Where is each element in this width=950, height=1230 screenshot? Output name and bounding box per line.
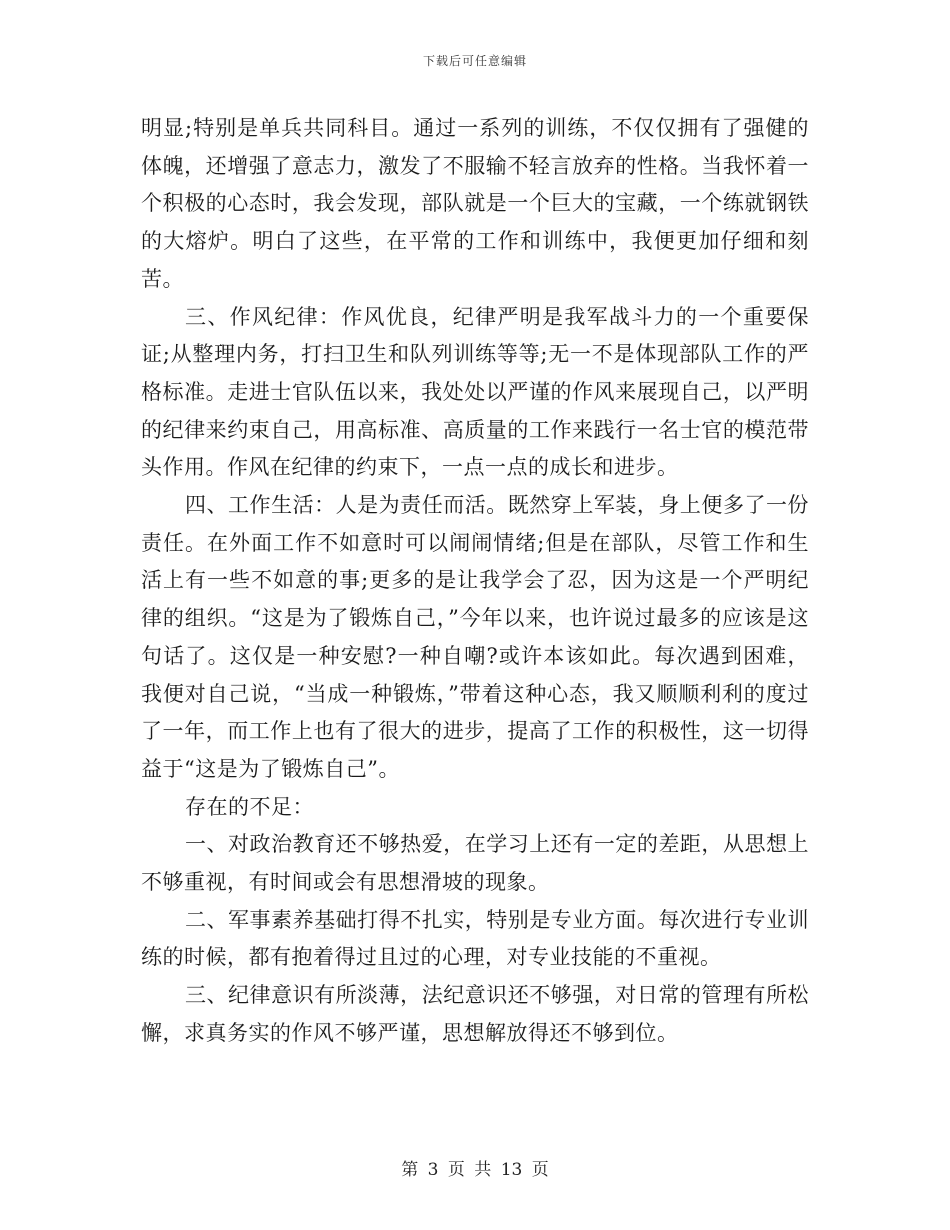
paragraph-shortcoming-1: 一、对政治教育还不够热爱，在学习上还有一定的差距，从思想上不够重视，有时间或会有思想滑坡的现象。 — [141, 832, 809, 895]
document-body — [141, 110, 809, 1053]
paragraph-shortcomings-heading: 存在的不足： — [185, 794, 314, 819]
paragraph-work-life: 四、工作生活：人是为责任而活。既然穿上军装，身上便多了一份责任。在外面工作不如意时可以闹闹情绪;但是在部队，尽管工作和生活上有一些不如意的事;更多的是让我学会了忍，因为这是一个严明纪律的组织。“这是为了锻炼自己，”今年以来，也许说过最多的应该是这句话了。这仅是一种安慰?一种自嘲?或许本该如此。每次遇到困难，我便对自己说，“当成一种锻炼，”带着这种心态，我又顺顺利利的度过了一年，而工作上也有了很大的进步，提高了工作的积极性，这一切得益于“这是为了锻炼自己”。 — [141, 493, 809, 781]
paragraph-shortcoming-2: 二、军事素养基础打得不扎实，特别是专业方面。每次进行专业训练的时候，都有抱着得过且过的心理，对专业技能的不重视。 — [141, 907, 809, 970]
paragraph-discipline: 三、作风纪律：作风优良，纪律严明是我军战斗力的一个重要保证;从整理内务，打扫卫生和队列训练等等;无一不是体现部队工作的严格标准。走进士官队伍以来，我处处以严谨的作风来展现自己，以严明的纪律来约束自己，用高标准、高质量的工作来践行一名士官的模范带头作用。作风在纪律的约束下，一点一点的成长和进步。 — [141, 304, 809, 480]
paragraph-training-continued: 明显;特别是单兵共同科目。通过一系列的训练，不仅仅拥有了强健的体魄，还增强了意志力，激发了不服输不轻言放弃的性格。当我怀着一个积极的心态时，我会发现，部队就是一个巨大的宝藏，一个练就钢铁的大熔炉。明白了这些，在平常的工作和训练中，我便更加仔细和刻苦。 — [141, 116, 809, 291]
paragraph-shortcoming-3: 三、纪律意识有所淡薄，法纪意识还不够强，对日常的管理有所松懈，求真务实的作风不够严谨，思想解放得还不够到位。 — [141, 983, 809, 1045]
page-number-footer: 第 3 页 共 13 页 — [401, 1160, 549, 1180]
page-header-note: 下载后可任意编辑 — [422, 54, 527, 68]
